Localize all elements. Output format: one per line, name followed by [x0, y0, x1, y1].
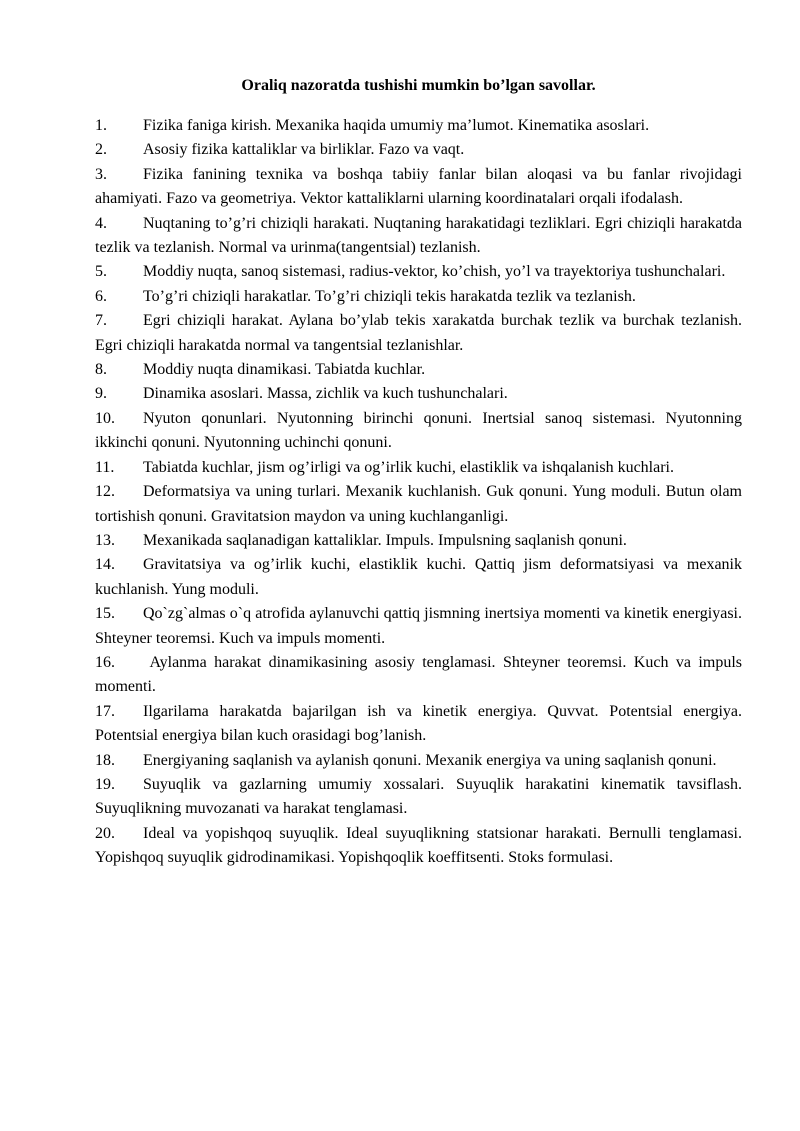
question-number: 10. — [95, 409, 115, 427]
question-number: 11. — [95, 458, 115, 476]
question-text: Fizika fanining texnika va boshqa tabiiy fanlar bilan aloqasi va bu fanlar rivojidagi ahamiyati. Fazo va geometriya. Vektor kattaliklarni ularning koordinatalari orqali ifodalash. — [95, 165, 742, 208]
question-text: Egri chiziqli harakat. Aylana bo’ylab tekis xarakatda burchak tezlik va burchak tezlanish. Egri chiziqli harakatda normal va tangentsial tezlanishlar. — [95, 312, 742, 354]
question-item-20 — [95, 822, 742, 871]
question-number: 19. — [95, 775, 115, 793]
question-number: 12. — [95, 483, 115, 501]
document-page — [95, 74, 742, 871]
question-number: 15. — [95, 605, 115, 623]
question-text: Asosiy fizika kattaliklar va birliklar. Fazo va vaqt. — [143, 141, 465, 159]
question-item-5 — [95, 260, 742, 284]
question-item-7 — [95, 309, 742, 358]
question-text: Nuqtaning to’g’ri chiziqli harakati. Nuqtaning harakatidagi tezliklari. Egri chiziqli harakatda tezlik va tezlanish. Normal va urinma(tangentsial) tezlanish. — [95, 214, 742, 257]
question-item-2 — [95, 138, 742, 162]
question-text: Moddiy nuqta dinamikasi. Tabiatda kuchlar. — [143, 361, 426, 379]
question-item-9 — [95, 382, 742, 406]
question-number: 7. — [95, 312, 107, 330]
question-text: Moddiy nuqta, sanoq sistemasi, radius-vektor, ko’chish, yo’l va trayektoriya tushunchalari. — [143, 263, 726, 281]
question-item-6 — [95, 285, 742, 309]
question-text: Fizika faniga kirish. Mexanika haqida umumiy ma’lumot. Kinematika asoslari. — [143, 117, 650, 134]
question-number: 13. — [95, 531, 115, 549]
question-text: Dinamika asoslari. Massa, zichlik va kuch tushunchalari. — [143, 385, 508, 403]
question-number: 5. — [95, 263, 107, 281]
question-list — [95, 114, 742, 871]
question-item-8 — [95, 358, 742, 382]
question-number: 6. — [95, 287, 107, 305]
question-number: 14. — [95, 556, 115, 574]
question-number: 9. — [95, 385, 107, 403]
question-number: 16. — [95, 653, 115, 671]
question-item-1 — [95, 114, 742, 138]
question-text: Gravitatsiya va og’irlik kuchi, elastiklik kuchi. Qattiq jism deformatsiyasi va mexanik kuchlanish. Yung moduli. — [95, 556, 742, 598]
question-text: Tabiatda kuchlar, jism og’irligi va og’irlik kuchi, elastiklik va ishqalanish kuchlari. — [143, 458, 674, 476]
question-text: Energiyaning saqlanish va aylanish qonuni. Mexanik energiya va uning saqlanish qonuni. — [143, 751, 717, 769]
question-text: Mexanikada saqlanadigan kattaliklar. Impuls. Impulsning saqlanish qonuni. — [143, 531, 627, 549]
question-text: Deformatsiya va uning turlari. Mexanik kuchlanish. Guk qonuni. Yung moduli. Butun olam tortishish qonuni. Gravitatsion maydon va uning kuchlanganligi. — [95, 483, 742, 525]
question-text: Suyuqlik va gazlarning umumiy xossalari. Suyuqlik harakatini kinematik tavsiflash. Suyuqlikning muvozanati va harakat tenglamasi. — [95, 775, 742, 818]
question-number: 17. — [95, 702, 115, 720]
question-number: 3. — [95, 165, 107, 183]
question-number: 4. — [95, 214, 107, 232]
question-number: 18. — [95, 751, 115, 769]
question-item-12 — [95, 480, 742, 529]
question-item-3 — [95, 163, 742, 212]
question-text: Ideal va yopishqoq suyuqlik. Ideal suyuqlikning statsionar harakati. Bernulli tenglamasi. Yopishqoq suyuqlik gidrodinamikasi. Yopishqoqlik koeffitsenti. Stoks formulasi. — [95, 824, 742, 867]
question-item-15 — [95, 602, 742, 651]
question-item-11 — [95, 456, 742, 480]
question-number: 8. — [95, 361, 107, 379]
question-number: 20. — [95, 824, 115, 842]
question-number: 2. — [95, 141, 107, 159]
question-item-10 — [95, 407, 742, 456]
question-text: Nyuton qonunlari. Nyutonning birinchi qonuni. Inertsial sanoq sistemasi. Nyutonning ikkinchi qonuni. Nyutonning uchinchi qonuni. — [95, 409, 742, 452]
question-text: Ilgarilama harakatda bajarilgan ish va kinetik energiya. Quvvat. Potentsial energiya. Potentsial energiya bilan kuch orasidagi bog’lanish. — [95, 702, 742, 745]
question-item-4 — [95, 212, 742, 261]
question-text: Qo`zg`almas o`q atrofida aylanuvchi qattiq jismning inertsiya momenti va kinetik energiyasi. Shteyner teoremsi. Kuch va impuls momenti. — [95, 605, 742, 647]
question-item-14 — [95, 553, 742, 602]
question-text: Aylanma harakat dinamikasining asosiy tenglamasi. Shteyner teoremsi. Kuch va impuls momenti. — [95, 653, 742, 696]
question-item-17 — [95, 700, 742, 749]
question-number: 1. — [95, 117, 107, 134]
question-text: To’g’ri chiziqli harakatlar. To’g’ri chiziqli tekis harakatda tezlik va tezlanish. — [143, 287, 636, 305]
question-item-18 — [95, 749, 742, 773]
question-item-19 — [95, 773, 742, 822]
question-item-16 — [95, 651, 742, 700]
document-title: Oraliq nazoratda tushishi mumkin bo’lgan savollar. — [241, 77, 596, 94]
question-item-13 — [95, 529, 742, 553]
